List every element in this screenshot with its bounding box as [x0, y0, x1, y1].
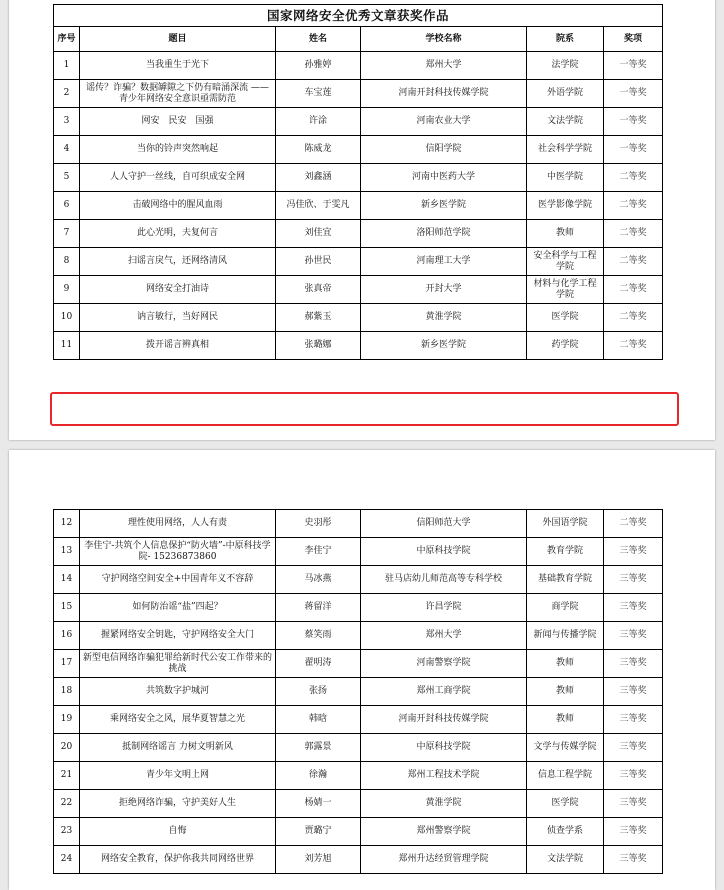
author-name: 刘芳旭 [276, 846, 361, 874]
department: 教育学院 [527, 538, 604, 566]
award-level: 一等奖 [604, 80, 663, 108]
article-title: 乘网络安全之风，展华夏智慧之光 [80, 706, 276, 734]
award-level: 一等奖 [604, 136, 663, 164]
row-number: 14 [54, 566, 80, 594]
article-title: 李佳宁-共筑个人信息保护“防火墙”-中原科技学院- 15236873860 [80, 538, 276, 566]
table-row [54, 678, 663, 706]
row-number: 15 [54, 594, 80, 622]
school-name: 黄淮学院 [361, 790, 527, 818]
article-title: 守护网络空间安全+中国青年义不容辞 [80, 566, 276, 594]
author-name: 贾璐宁 [276, 818, 361, 846]
article-title: 网络安全打油诗 [80, 276, 276, 304]
department: 医学影像学院 [527, 192, 604, 220]
table-row [54, 538, 663, 566]
document-page-2 [9, 450, 715, 890]
department: 医学院 [527, 304, 604, 332]
department: 外语学院 [527, 80, 604, 108]
row-number: 3 [54, 108, 80, 136]
author-name: 史羽彤 [276, 510, 361, 538]
table-row [54, 332, 663, 360]
school-name: 中原科技学院 [361, 538, 527, 566]
school-name: 黄淮学院 [361, 304, 527, 332]
row-number: 16 [54, 622, 80, 650]
author-name: 翟明涛 [276, 650, 361, 678]
award-level: 三等奖 [604, 566, 663, 594]
row-number: 2 [54, 80, 80, 108]
document-page-1 [9, 0, 715, 440]
highlight-box [50, 392, 679, 426]
table-header-row [54, 27, 663, 52]
school-name: 信阳学院 [361, 136, 527, 164]
author-name: 孙世民 [276, 248, 361, 276]
article-title: 拒绝网络诈骗，守护美好人生 [80, 790, 276, 818]
author-name: 郭露景 [276, 734, 361, 762]
school-name: 开封大学 [361, 276, 527, 304]
article-title: 抵制网络谣言 力树文明新风 [80, 734, 276, 762]
award-level: 二等奖 [604, 248, 663, 276]
article-title: 扫谣言戾气，还网络清风 [80, 248, 276, 276]
school-name: 郑州升达经贸管理学院 [361, 846, 527, 874]
row-number: 17 [54, 650, 80, 678]
award-level: 三等奖 [604, 622, 663, 650]
award-level: 三等奖 [604, 762, 663, 790]
author-name: 徐瀚 [276, 762, 361, 790]
school-name: 许昌学院 [361, 594, 527, 622]
department: 侦查学系 [527, 818, 604, 846]
school-name: 中原科技学院 [361, 734, 527, 762]
department: 教师 [527, 650, 604, 678]
header-cell: 学校名称 [361, 27, 527, 52]
author-name: 张真帝 [276, 276, 361, 304]
table-row [54, 276, 663, 304]
row-number: 9 [54, 276, 80, 304]
row-number: 22 [54, 790, 80, 818]
row-number: 5 [54, 164, 80, 192]
department: 外国语学院 [527, 510, 604, 538]
table-row [54, 164, 663, 192]
award-level: 三等奖 [604, 790, 663, 818]
school-name: 洛阳师范学院 [361, 220, 527, 248]
award-level: 二等奖 [604, 332, 663, 360]
department: 基础教育学院 [527, 566, 604, 594]
award-level: 一等奖 [604, 52, 663, 80]
award-level: 二等奖 [604, 510, 663, 538]
department: 社会科学学院 [527, 136, 604, 164]
author-name: 刘佳宜 [276, 220, 361, 248]
article-title: 青少年文明上网 [80, 762, 276, 790]
header-cell: 题目 [80, 27, 276, 52]
school-name: 河南警察学院 [361, 650, 527, 678]
header-cell: 奖项 [604, 27, 663, 52]
article-title: 新型电信网络诈骗犯罪给新时代公安工作带来的挑战 [80, 650, 276, 678]
table-row [54, 136, 663, 164]
school-name: 新乡医学院 [361, 332, 527, 360]
document-title: 国家网络安全优秀文章获奖作品 [54, 5, 663, 27]
author-name: 蒋留洋 [276, 594, 361, 622]
department: 教师 [527, 678, 604, 706]
award-level: 三等奖 [604, 846, 663, 874]
article-title: 共筑数字护城河 [80, 678, 276, 706]
department: 教师 [527, 220, 604, 248]
school-name: 信阳师范大学 [361, 510, 527, 538]
school-name: 郑州大学 [361, 52, 527, 80]
author-name: 李佳宁 [276, 538, 361, 566]
table-row [54, 706, 663, 734]
row-number: 21 [54, 762, 80, 790]
table-row [54, 818, 663, 846]
article-title: 自悔 [80, 818, 276, 846]
article-title: 理性使用网络，人人有责 [80, 510, 276, 538]
table-row [54, 846, 663, 874]
table-row [54, 220, 663, 248]
author-name: 杨婧一 [276, 790, 361, 818]
table-row [54, 734, 663, 762]
author-name: 车宝莲 [276, 80, 361, 108]
author-name: 张璐娜 [276, 332, 361, 360]
award-level: 三等奖 [604, 734, 663, 762]
department: 医学院 [527, 790, 604, 818]
award-level: 三等奖 [604, 818, 663, 846]
table-row [54, 108, 663, 136]
table-row [54, 762, 663, 790]
row-number: 7 [54, 220, 80, 248]
row-number: 24 [54, 846, 80, 874]
row-number: 1 [54, 52, 80, 80]
article-title: 此心光明，夫复何言 [80, 220, 276, 248]
school-name: 河南理工大学 [361, 248, 527, 276]
article-title: 击破网络中的腥风血雨 [80, 192, 276, 220]
table-row [54, 594, 663, 622]
award-level: 三等奖 [604, 594, 663, 622]
award-level: 三等奖 [604, 538, 663, 566]
award-level: 二等奖 [604, 276, 663, 304]
table-row [54, 52, 663, 80]
department: 文学与传媒学院 [527, 734, 604, 762]
school-name: 新乡医学院 [361, 192, 527, 220]
article-title: 握紧网络安全钥匙，守护网络安全大门 [80, 622, 276, 650]
school-name: 郑州工商学院 [361, 678, 527, 706]
department: 药学院 [527, 332, 604, 360]
department: 文法学院 [527, 846, 604, 874]
school-name: 河南开封科技传媒学院 [361, 80, 527, 108]
award-level: 二等奖 [604, 164, 663, 192]
row-number: 20 [54, 734, 80, 762]
article-title: 讷言敏行，当好网民 [80, 304, 276, 332]
department: 新闻与传播学院 [527, 622, 604, 650]
article-title: 当我重生于光下 [80, 52, 276, 80]
department: 材料与化学工程学院 [527, 276, 604, 304]
author-name: 张扬 [276, 678, 361, 706]
row-number: 13 [54, 538, 80, 566]
row-number: 12 [54, 510, 80, 538]
author-name: 许涂 [276, 108, 361, 136]
school-name: 河南农业大学 [361, 108, 527, 136]
table-row [54, 510, 663, 538]
table-row [54, 566, 663, 594]
awards-table-page-1 [53, 4, 663, 360]
article-title: 拨开谣言辨真相 [80, 332, 276, 360]
department: 信息工程学院 [527, 762, 604, 790]
award-level: 三等奖 [604, 650, 663, 678]
table-row [54, 790, 663, 818]
table-row [54, 192, 663, 220]
author-name: 孙雅婷 [276, 52, 361, 80]
article-title: 网安 民安 国强 [80, 108, 276, 136]
row-number: 10 [54, 304, 80, 332]
header-cell: 院系 [527, 27, 604, 52]
award-level: 一等奖 [604, 108, 663, 136]
article-title: 当你的铃声突然响起 [80, 136, 276, 164]
table-row [54, 80, 663, 108]
department: 商学院 [527, 594, 604, 622]
award-level: 二等奖 [604, 304, 663, 332]
department: 文法学院 [527, 108, 604, 136]
department: 教师 [527, 706, 604, 734]
article-title: 如何防治谣“盐”四起？ [80, 594, 276, 622]
award-level: 三等奖 [604, 678, 663, 706]
author-name: 冯佳欣、于雯凡 [276, 192, 361, 220]
table-row [54, 248, 663, 276]
award-level: 三等奖 [604, 706, 663, 734]
school-name: 郑州警察学院 [361, 818, 527, 846]
school-name: 河南开封科技传媒学院 [361, 706, 527, 734]
row-number: 23 [54, 818, 80, 846]
article-title: 网络安全教育，保护你我共同网络世界 [80, 846, 276, 874]
row-number: 4 [54, 136, 80, 164]
school-name: 郑州工程技术学院 [361, 762, 527, 790]
author-name: 韩晗 [276, 706, 361, 734]
table-row [54, 650, 663, 678]
award-level: 二等奖 [604, 192, 663, 220]
school-name: 驻马店幼儿师范高等专科学校 [361, 566, 527, 594]
row-number: 19 [54, 706, 80, 734]
author-name: 郝紫玉 [276, 304, 361, 332]
author-name: 刘鑫涵 [276, 164, 361, 192]
table-row [54, 622, 663, 650]
school-name: 河南中医药大学 [361, 164, 527, 192]
article-title: 谣传？诈骗？数据罅隙之下仍有暗涌深流 ——青少年网络安全意识亟需防范 [80, 80, 276, 108]
author-name: 蔡笑雨 [276, 622, 361, 650]
header-cell: 序号 [54, 27, 80, 52]
row-number: 18 [54, 678, 80, 706]
article-title: 人人守护一丝线，自可织成安全网 [80, 164, 276, 192]
award-level: 二等奖 [604, 220, 663, 248]
school-name: 郑州大学 [361, 622, 527, 650]
table-row [54, 304, 663, 332]
row-number: 11 [54, 332, 80, 360]
department: 法学院 [527, 52, 604, 80]
row-number: 8 [54, 248, 80, 276]
header-cell: 姓名 [276, 27, 361, 52]
row-number: 6 [54, 192, 80, 220]
author-name: 陈威龙 [276, 136, 361, 164]
department: 安全科学与工程学院 [527, 248, 604, 276]
awards-table-page-2 [53, 509, 663, 874]
department: 中医学院 [527, 164, 604, 192]
author-name: 马冰燕 [276, 566, 361, 594]
